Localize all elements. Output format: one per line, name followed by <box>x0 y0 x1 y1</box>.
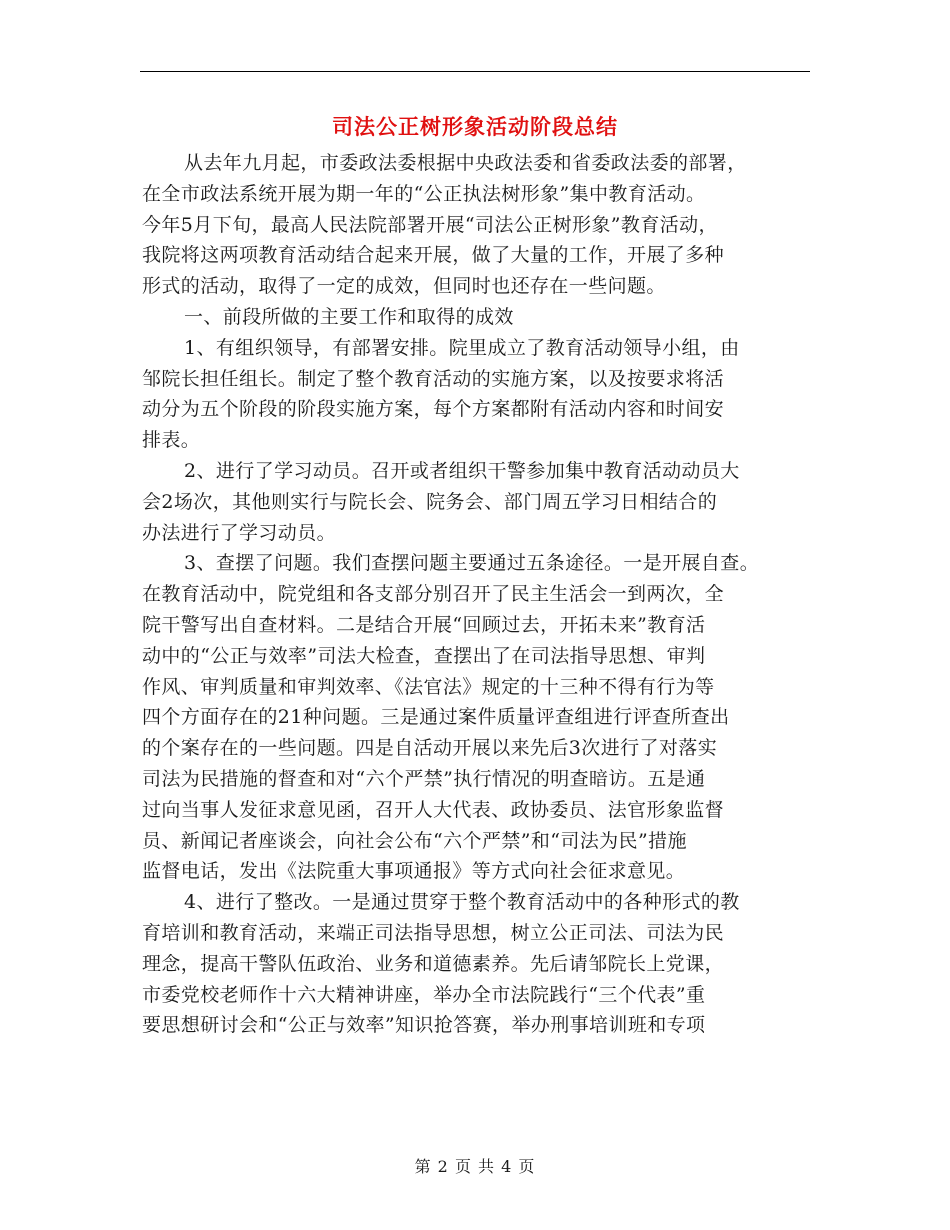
body-line: 2、进行了学习动员。召开或者组织干警参加集中教育活动动员大 <box>184 459 740 482</box>
body-line: 今年5月下旬，最高人民法院部署开展“司法公正树形象”教育活动， <box>142 213 718 236</box>
body-line: 动中的“公正与效率”司法大检查，查摆出了在司法指导思想、审判 <box>142 644 706 667</box>
document-body <box>142 148 822 1041</box>
document-title: 司法公正树形象活动阶段总结 <box>332 114 618 139</box>
body-line: 邹院长担任组长。制定了整个教育活动的实施方案，以及按要求将活 <box>142 367 725 390</box>
body-line: 动分为五个阶段的阶段实施方案，每个方案都附有活动内容和时间安 <box>142 398 725 421</box>
body-line: 司法为民措施的督查和对“六个严禁”执行情况的明查暗访。五是通 <box>142 767 706 790</box>
body-line: 会2场次，其他则实行与院长会、院务会、部门周五学习日相结合的 <box>142 490 718 513</box>
body-line: 过向当事人发征求意见函，召开人大代表、政协委员、法官形象监督 <box>142 798 725 821</box>
body-line: 办法进行了学习动员。 <box>142 521 337 544</box>
body-line: 在全市政法系统开展为期一年的“公正执法树形象”集中教育活动。 <box>142 182 706 205</box>
body-line: 排表。 <box>142 429 201 452</box>
body-line: 理念，提高干警队伍政治、业务和道德素养。先后请邹院长上党课， <box>142 952 725 975</box>
body-line: 院干警写出自查材料。二是结合开展“回顾过去，开拓未来”教育活 <box>142 613 706 636</box>
body-line: 要思想研讨会和“公正与效率”知识抢答赛，举办刑事培训班和专项 <box>142 1014 706 1037</box>
body-line: 3、查摆了问题。我们查摆问题主要通过五条途径。一是开展自查。 <box>184 552 760 575</box>
body-line: 员、新闻记者座谈会，向社会公布“六个严禁”和“司法为民”措施 <box>142 829 687 852</box>
section-heading: 一、前段所做的主要工作和取得的成效 <box>184 305 514 328</box>
body-line: 作风、审判质量和审判效率、《法官法》规定的十三种不得有行为等 <box>142 675 715 698</box>
body-line: 的个案存在的一些问题。四是自活动开展以来先后3次进行了对落实 <box>142 737 718 760</box>
body-line: 监督电话，发出《法院重大事项通报》等方式向社会征求意见。 <box>142 860 686 883</box>
body-line: 四个方面存在的21种问题。三是通过案件质量评查组进行评查所查出 <box>142 706 730 729</box>
body-line: 4、进行了整改。一是通过贯穿于整个教育活动中的各种形式的教 <box>184 891 740 914</box>
body-line: 我院将这两项教育活动结合起来开展，做了大量的工作，开展了多种 <box>142 244 725 267</box>
body-line: 育培训和教育活动，来端正司法指导思想，树立公正司法、司法为民 <box>142 921 725 944</box>
body-line: 1、有组织领导，有部署安排。院里成立了教育活动领导小组，由 <box>184 336 740 359</box>
body-line: 形式的活动，取得了一定的成效，但同时也还存在一些问题。 <box>142 275 666 298</box>
page-number: 第 2 页 共 4 页 <box>414 1157 536 1176</box>
body-line: 市委党校老师作十六大精神讲座，举办全市法院践行“三个代表”重 <box>142 983 706 1006</box>
body-line: 在教育活动中，院党组和各支部分别召开了民主生活会一到两次，全 <box>142 583 725 606</box>
body-line: 从去年九月起，市委政法委根据中央政法委和省委政法委的部署， <box>184 152 747 174</box>
header-rule <box>140 71 810 72</box>
